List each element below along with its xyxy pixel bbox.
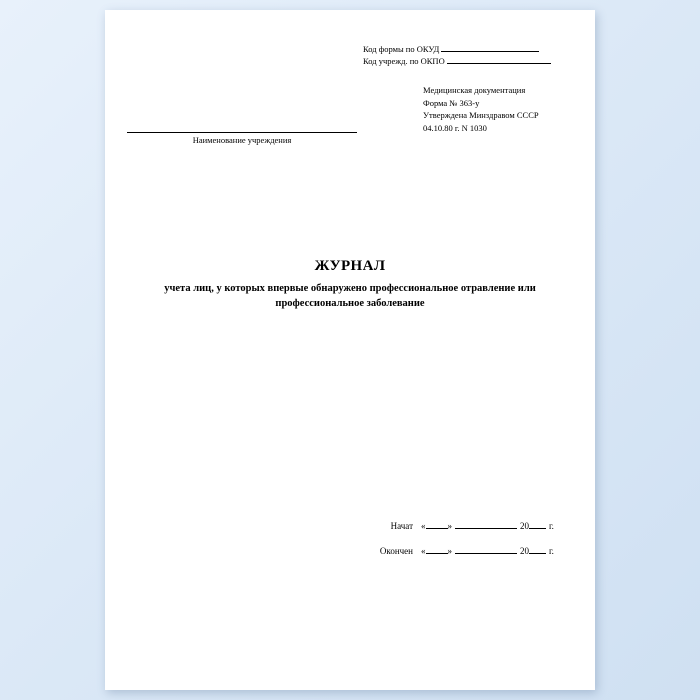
page-title: ЖУРНАЛ	[314, 258, 386, 274]
institution-block	[127, 120, 357, 145]
institution-caption: Наименование учреждения	[192, 135, 292, 145]
end-year-prefix: 20	[520, 546, 529, 556]
form-meta-block	[423, 84, 593, 134]
start-quote-close: »	[447, 521, 452, 531]
form-codes-block	[363, 43, 573, 67]
meta-line-form-number: Форма № 363-у	[423, 97, 480, 108]
start-year-prefix: 20	[520, 521, 529, 531]
dates-block	[355, 520, 585, 570]
okud-label: Код формы по ОКУД	[363, 44, 440, 54]
end-quote-open: «	[421, 546, 426, 556]
document-page	[105, 10, 595, 690]
end-month-field[interactable]	[455, 545, 517, 554]
start-date-label: Начат	[390, 521, 413, 531]
end-date-row	[355, 545, 585, 556]
start-day-field[interactable]	[426, 520, 448, 529]
end-day-field[interactable]	[426, 545, 448, 554]
end-date-label: Окончен	[379, 546, 413, 556]
institution-name-field[interactable]	[127, 120, 357, 133]
okpo-label: Код учрежд. по ОКПО	[363, 56, 445, 66]
okpo-code-line	[363, 55, 573, 67]
meta-line-approved-by: Утверждена Минздравом СССР	[423, 110, 539, 120]
start-quote-open: «	[421, 521, 426, 531]
end-year-suffix: г.	[549, 546, 554, 556]
end-year-field[interactable]	[529, 545, 546, 554]
start-date-row	[355, 520, 585, 531]
start-year-suffix: г.	[549, 521, 554, 531]
okud-code-line	[363, 43, 573, 55]
meta-line-documentation: Медицинская документация	[423, 85, 526, 95]
end-quote-close: »	[447, 546, 452, 556]
page-subtitle: учета лиц, у которых впервые обнаружено профессиональное отравление или профессиональное заболевание	[164, 283, 536, 309]
title-block	[105, 258, 595, 311]
meta-line-approval-date: 04.10.80 г. N 1030	[423, 122, 487, 133]
start-month-field[interactable]	[455, 520, 517, 529]
start-year-field[interactable]	[529, 520, 546, 529]
okud-code-field[interactable]	[441, 43, 539, 52]
okpo-code-field[interactable]	[447, 55, 551, 64]
